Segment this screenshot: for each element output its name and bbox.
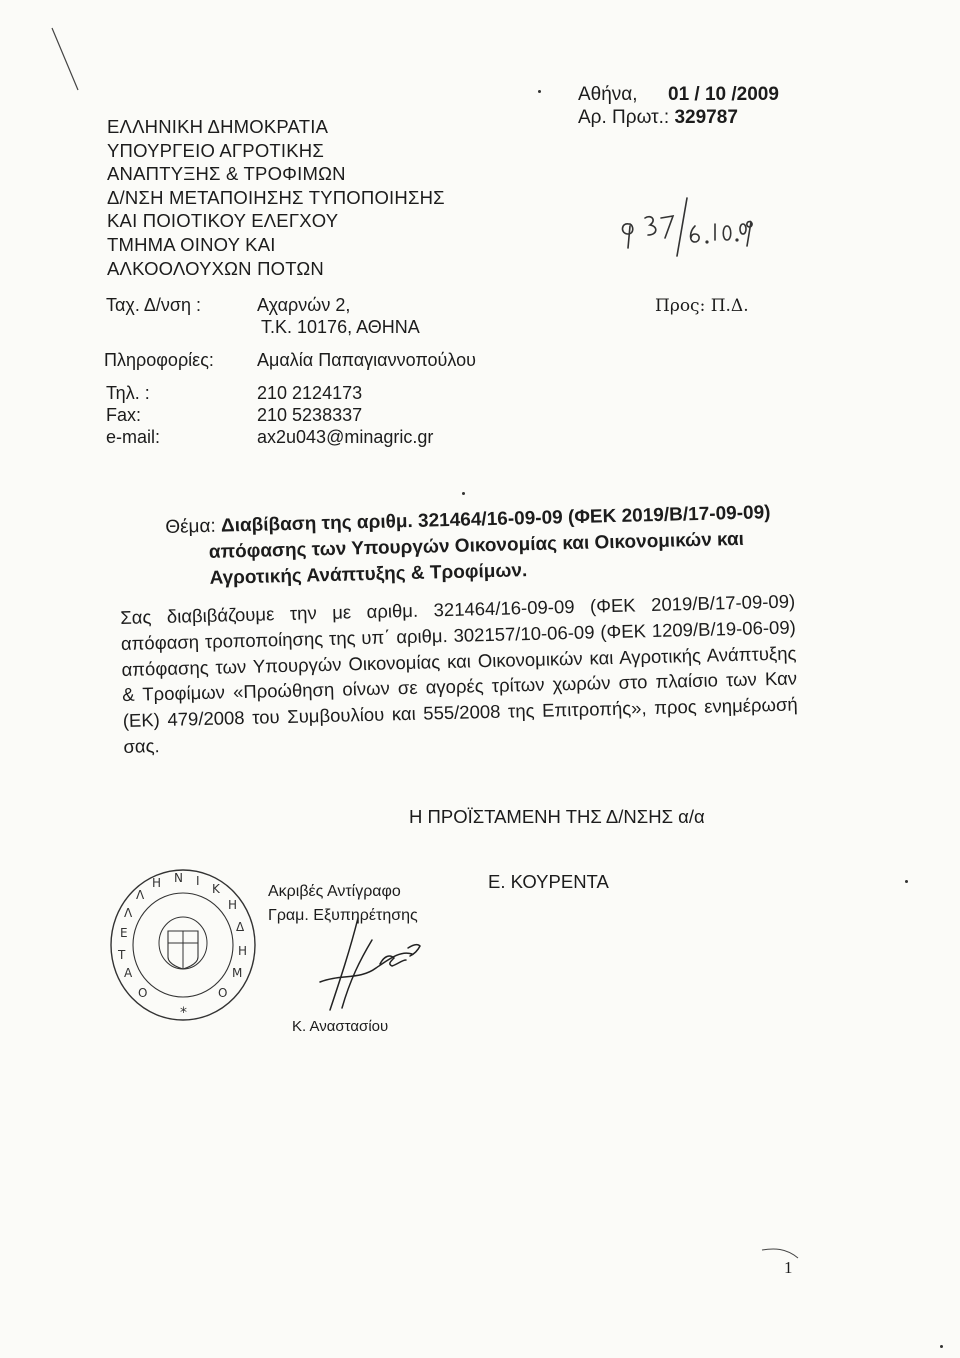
- ministry-line: ΥΠΟΥΡΓΕΙΟ ΑΓΡΟΤΙΚΗΣ: [107, 139, 324, 161]
- handwritten-protocol-note: [615, 196, 755, 266]
- scan-speck: [462, 492, 465, 495]
- address-label: Ταχ. Δ/νση :: [106, 295, 202, 315]
- svg-text:Ο: Ο: [138, 986, 148, 1000]
- ministry-line: ΚΑΙ ΠΟΙΟΤΙΚΟΥ ΕΛΕΓΧΟΥ: [107, 210, 339, 232]
- email-value: ax2u043@minagric.gr: [257, 427, 434, 447]
- ministry-line: Δ/ΝΣΗ ΜΕΤΑΠΟΙΗΣΗΣ ΤΥΠΟΠΟΙΗΣΗΣ: [107, 186, 445, 208]
- subject-line3: Αγροτικής Ανάπτυξης & Τροφίμων.: [209, 560, 528, 589]
- svg-text:Ι: Ι: [196, 874, 200, 888]
- svg-text:Τ: Τ: [118, 948, 126, 962]
- email-label: e-mail:: [106, 427, 161, 447]
- svg-text:Η: Η: [228, 898, 238, 912]
- svg-text:Ε: Ε: [120, 926, 128, 940]
- svg-text:Η: Η: [238, 944, 248, 958]
- subject-block: [165, 500, 797, 593]
- svg-text:Ν: Ν: [174, 871, 183, 885]
- info-label: Πληροφορίες:: [104, 350, 214, 370]
- signatory-title: Η ΠΡΟΪΣΤΑΜΕΝΗ ΤΗΣ Δ/ΝΣΗΣ α/α: [409, 806, 705, 827]
- svg-text:Λ: Λ: [136, 888, 145, 902]
- body-paragraph: Σας διαβιβάζουμε την με αριθμ. 321464/16-09-09 (ΦΕΚ 2019/Β/17-09-09) απόφαση τροποποίησης της υπ΄ αριθμ. 302157/10-06-09 (ΦΕΚ 1209/Β/19-06-09) απόφασης των Υπουργών Οικονομίας και Οικονομικών και Αγροτικής Ανάπτυξης & Τροφίμων «Προώθηση οίνων σε αγορές τρίτων χωρών στο πλαίσιο των Καν (ΕΚ) 479/2008 του Συμβουλίου και 555/2008 της Επιτροπής», προς ενημέρωσή σας.: [120, 590, 798, 757]
- fax-label: Fax:: [106, 405, 142, 425]
- ministry-line: ΤΜΗΜΑ ΟΙΝΟΥ ΚΑΙ: [107, 233, 276, 255]
- copy-stamp-name: Κ. Αναστασίου: [292, 1018, 389, 1035]
- subject-line2: απόφασης των Υπουργών Οικονομίας και Οικονομικών και: [208, 528, 745, 563]
- svg-text:Η: Η: [152, 876, 162, 890]
- date-label: Αθήνα,: [578, 84, 638, 105]
- scan-speck: [905, 880, 908, 883]
- recipient: Προς: Π.Δ.: [655, 296, 749, 316]
- subject-line1: Διαβίβαση της αριθμ. 321464/16-09-09 (ΦΕΚ 2019/Β/17-09-09): [220, 502, 771, 537]
- svg-text:Δ: Δ: [236, 920, 245, 934]
- address-line1: Αχαρνών 2,: [257, 295, 351, 315]
- official-seal-icon: [108, 867, 258, 1023]
- svg-text:*: *: [180, 1005, 187, 1021]
- date-value: 01 / 10 /2009: [668, 84, 779, 105]
- page-corner-mark: [760, 1246, 800, 1266]
- signatory-name: Ε. ΚΟΥΡΕΝΤΑ: [488, 871, 609, 892]
- ministry-line: ΕΛΛΗΝΙΚΗ ΔΗΜΟΚΡΑΤΙΑ: [107, 116, 329, 137]
- protocol-value: 329787: [674, 107, 738, 128]
- scan-speck: [538, 90, 541, 93]
- svg-text:Ο: Ο: [218, 986, 228, 1000]
- scan-speck: [940, 1345, 943, 1348]
- svg-text:Α: Α: [124, 966, 133, 980]
- phone-label: Τηλ. :: [106, 383, 150, 403]
- page-number: 1: [784, 1258, 793, 1277]
- fax-value: 210 5238337: [257, 405, 363, 425]
- ministry-line: ΑΝΑΠΤΥΞΗΣ & ΤΡΟΦΙΜΩΝ: [107, 163, 346, 185]
- pen-stroke-mark: [20, 20, 120, 100]
- subject-label: Θέμα:: [165, 515, 217, 538]
- svg-text:Λ: Λ: [124, 906, 133, 920]
- info-value: Αμαλία Παπαγιαννοπούλου: [257, 350, 476, 370]
- svg-text:Κ: Κ: [212, 882, 220, 896]
- copy-stamp-line2: Γραμ. Εξυπηρέτησης: [268, 907, 418, 924]
- address-line2: Τ.Κ. 10176, ΑΘΗΝΑ: [261, 317, 420, 337]
- phone-value: 210 2124173: [257, 383, 363, 403]
- copy-stamp-line1: Ακριβές Αντίγραφο: [268, 883, 401, 900]
- protocol-label: Αρ. Πρωτ.:: [578, 107, 670, 128]
- ministry-line: ΑΛΚΟΟΛΟΥΧΩΝ ΠΟΤΩΝ: [107, 257, 324, 279]
- svg-text:Μ: Μ: [232, 966, 243, 980]
- ministry-header: [107, 115, 445, 280]
- handwritten-signature: [280, 910, 430, 1020]
- date-protocol-block: [578, 83, 779, 129]
